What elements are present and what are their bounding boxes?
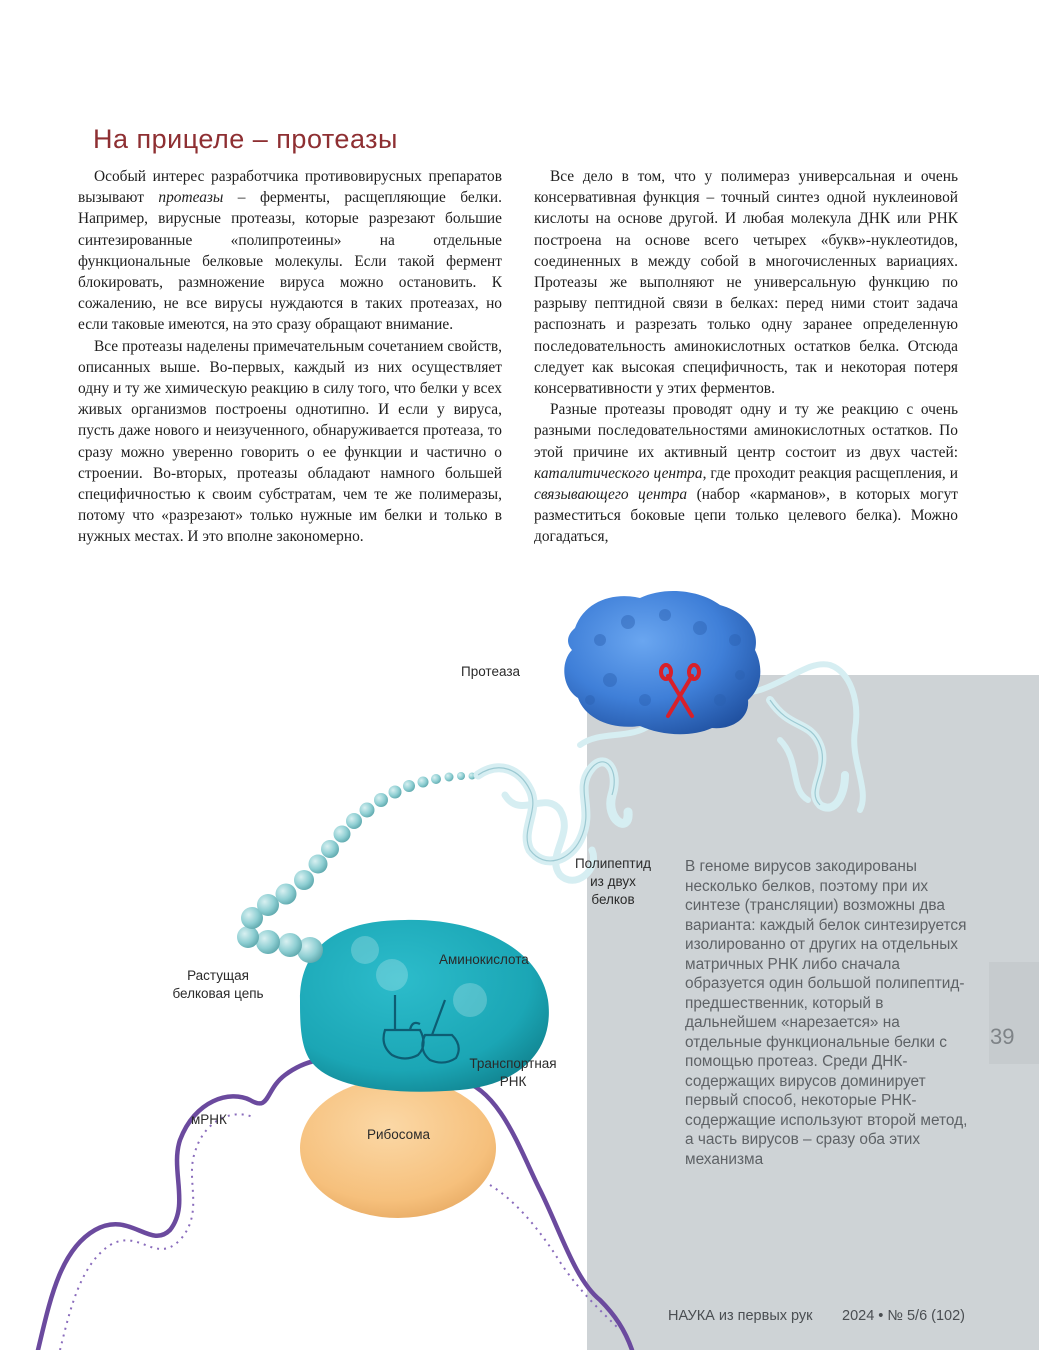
italic-term: каталитического центра [534,464,703,482]
text-run: Все протеазы наделены примечательным сочетанием свойств, описанных выше. Во-первых, каждый из них осуществляет одну и ту же химическую реакцию в силу того, что белки у всех живых организмов построены однотипно. И если у вируса, пусть даже нового и неизученного, обнаруживается протеаза, то сразу можно уверенно говорить о ее функции и частично о строении. Во-вторых, протеазы обладают намного большей специфичностью к своим субстратам, чем те же полимеразы, потому что «разрезают» только нужные им белки и только в нужных местах. И это вполне закономерно. [78,337,502,546]
label-amino-acid: Аминокислота [439,952,529,967]
label-protease: Протеаза [461,664,521,679]
label-polypeptide: Полипептид из двух белков [574,856,652,907]
footer-journal: НАУКА из первых рук [668,1308,813,1324]
label-ribosome: Рибосома [367,1127,430,1142]
article-left-column [78,166,502,548]
text-run: Разные протеазы проводят одну и ту же реакцию с очень разными последовательностями аминокислотных остатков. По этой причине их активный центр состоит из двух частей: [534,401,958,461]
article-title: На прицеле – протеазы [93,124,398,154]
page-number: 39 [990,1024,1015,1049]
text-run: Особый интерес разработчика противовирусных препаратов вызывают [78,168,502,207]
text-run: (набор «карманов», в которых могут разместиться боковые цепи только целевого белка). Можно догадаться, [534,486,958,546]
label-mrna: мРНК [191,1112,227,1127]
figure-caption: В геноме вирусов закодированы несколько белков, поэтому при их синтезе (трансляции) возможны два варианта: каждый белок синтезируется изолированно от других на отдельных матричных РНК либо сначала образуется один большой полипептид-предшественник, который в дальнейшем «нарезается» на отдельные функциональные белки с помощью протеаз. Среди ДНК-содержащих вирусов доминирует первый способ, некоторые РНК-содержащие используют второй метод, а часть вирусов – сразу оба этих механизма [685,858,968,1168]
text-run: – ферменты, расщепляющие белки. Например, вирусные протеазы, которые разрезают большие синтезированные «полипротеины» на отдельные функциональные белковые молекулы. Если такой фермент блокировать, размножение вируса можно остановить. К сожалению, не все вирусы нуждаются в таких протеазах, но если таковые имеются, на это сразу обращают внимание. [78,189,502,334]
label-growing-chain: Растущая белковая цепь [172,968,264,1001]
article-paragraph [78,336,502,548]
text-run: Все дело в том, что у полимераз универсальная и очень консервативная функция – точный синтез одной нуклеиновой кислоты на основе другой. И любая молекула ДНК или РНК построена на основе всего четырех «букв»-нуклеотидов, соединенных в между собой в многочисленных вариациях. Протеазы же выполняют не универсальную функцию по разрыву пептидной связи в белках: перед ними стоит задача распознать и разрезать только одну заранее определенную последовательность аминокислотных остатков белка. Отсюда следует как высокая специфичность, так и некоторая потеря консервативности у этих ферментов. [534,168,958,398]
label-trna: Транспортная РНК [469,1056,557,1089]
article-right-column [534,166,958,548]
ribosome-small-subunit [300,1078,496,1218]
article-paragraph [78,166,502,336]
italic-term: протеазы [158,189,224,207]
article-paragraph [534,166,958,399]
text-run: , где проходит реакция расщепления, и [702,464,958,482]
article-paragraph [534,399,958,547]
footer-issue: 2024 • № 5/6 (102) [842,1308,966,1324]
italic-term: связывающего центра [534,486,688,504]
